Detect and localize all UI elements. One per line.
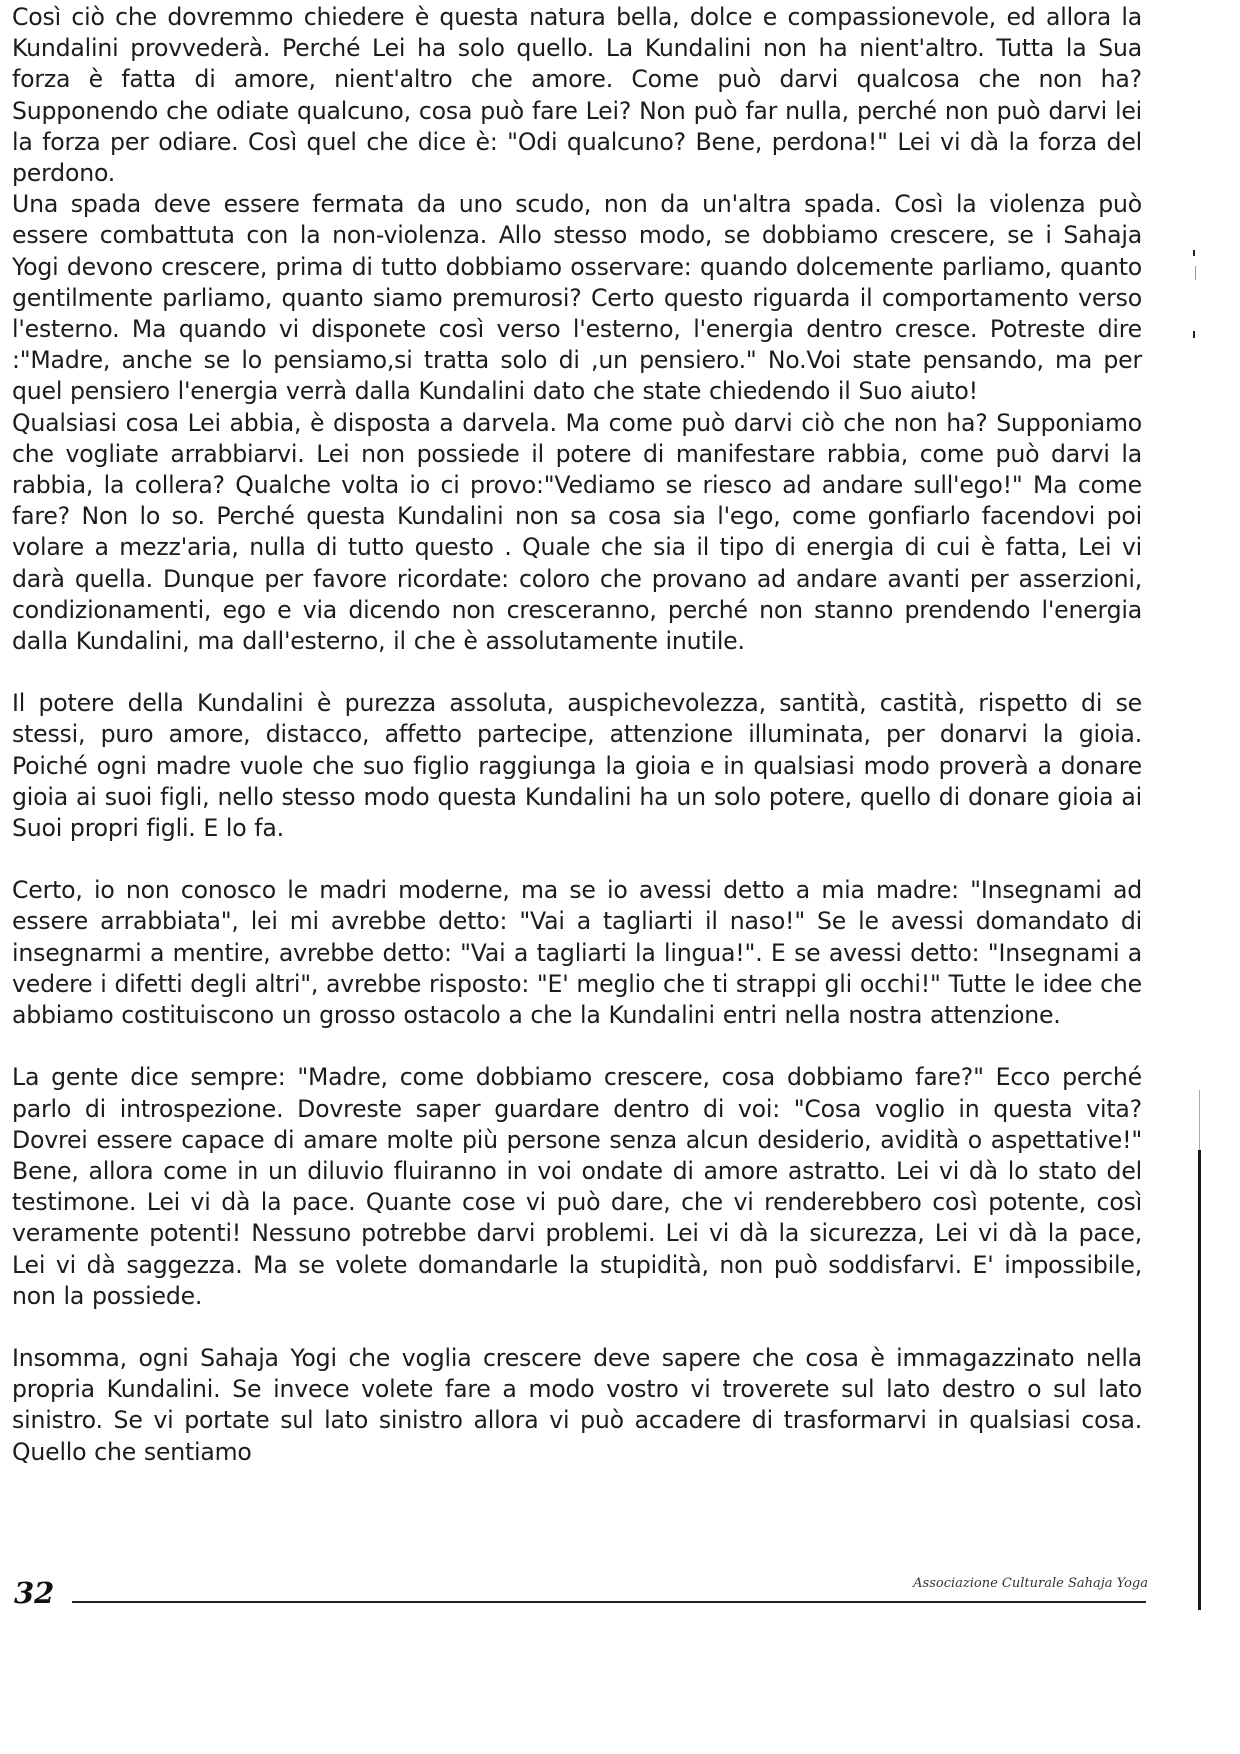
page-number: 32 — [14, 1576, 55, 1610]
footer-publisher: Associazione Culturale Sahaja Yoga — [913, 1576, 1148, 1591]
scan-artifact-line — [1198, 1150, 1201, 1610]
paragraph-7: Insomma, ogni Sahaja Yogi che voglia crescere deve sapere che cosa è immagazzinato nella propria Kundalini. Se invece volete fare a modo vostro vi troverete sul lato destro o sul lato sinistro. Se vi portate sul lato sinistro allora vi può accadere di trasformarvi in qualsiasi cosa. Quello che sentiamo — [12, 1343, 1142, 1466]
footer-rule — [72, 1601, 1146, 1603]
scan-artifact-mark — [1195, 266, 1196, 280]
paragraph-5: Certo, io non conosco le madri moderne, ma se io avessi detto a mia madre: "Insegnami ad essere arrabbiata", lei mi avrebbe detto: "Vai a tagliarti il naso!" Se le avessi domandato di insegnarmi a mentire, avrebbe detto: "Vai a tagliarti la lingua!". E se avessi detto: "Insegnami a vedere i difetti degli altri", avrebbe risposto: "E' meglio che ti strappi gli occhi!" Tutte le idee che abbiamo costituiscono un grosso ostacolo a che la Kundalini entri nella nostra attenzione. — [12, 876, 1142, 1030]
paragraph-4: Il potere della Kundalini è purezza assoluta, auspichevolezza, santità, castità, rispetto di se stessi, puro amore, distacco, affetto partecipe, attenzione illuminata, per donarvi la gioia. Poiché ogni madre vuole che suo figlio raggiunga la gioia e in qualsiasi modo proverà a donare gioia ai suoi figli, nello stesso modo questa Kundalini ha un solo potere, quello di donare gioia ai Suoi propri figli. E lo fa. — [12, 689, 1142, 843]
scan-artifact-mark — [1193, 331, 1195, 338]
paragraph-1: Così ciò che dovremmo chiedere è questa natura bella, dolce e compassionevole, ed allora la Kundalini provvederà. Perché Lei ha solo quello. La Kundalini non ha nient'altro. Tutta la Sua forza è fatta di amore, nient'altro che amore. Come può darvi qualcosa che non ha? Supponendo che odiate qualcuno, cosa può fare Lei? Non può far nulla, perché non può darvi lei la forza per odiare. Così quel che dice è: "Odi qualcuno? Bene, perdona!" Lei vi dà la forza del perdono. — [12, 3, 1142, 188]
body-text — [12, 2, 1142, 1468]
paragraph-3: Qualsiasi cosa Lei abbia, è disposta a darvela. Ma come può darvi ciò che non ha? Supponiamo che vogliate arrabbiarvi. Lei non possiede il potere di manifestare rabbia, come può darvi la rabbia, la collera? Qualche volta io ci provo:"Vediamo se riesco ad andare sull'ego!" Ma come fare? Non lo so. Perché questa Kundalini non sa cosa sia l'ego, come gonfiarlo facendovi poi volare a mezz'aria, nulla di tutto questo . Quale che sia il tipo di energia di cui è fatta, Lei vi darà quella. Dunque per favore ricordate: coloro che provano ad andare avanti per asserzioni, condizionamenti, ego e via dicendo non cresceranno, perché non stanno prendendo l'energia dalla Kundalini, ma dall'esterno, il che è assolutamente inutile. — [12, 408, 1142, 656]
scan-artifact-mark — [1193, 250, 1195, 256]
paragraph-6: La gente dice sempre: "Madre, come dobbiamo crescere, cosa dobbiamo fare?" Ecco perché parlo di introspezione. Dovreste saper guardare dentro di voi: "Cosa voglio in questa vita? Dovrei essere capace di amare molte più persone senza alcun desiderio, avidità o aspettative!" Bene, allora come in un diluvio fluiranno in voi ondate di amore astratto. Lei vi dà lo stato del testimone. Lei vi dà la pace. Quante cose vi può dare, che vi renderebbero così potente, così veramente potenti! Nessuno potrebbe darvi problemi. Lei vi dà la sicurezza, Lei vi dà la pace, Lei vi dà saggezza. Ma se volete domandarle la stupidità, non può soddisfarvi. E' impossibile, non la possiede. — [12, 1063, 1142, 1310]
paragraph-2: Una spada deve essere fermata da uno scudo, non da un'altra spada. Così la violenza può essere combattuta con la non-violenza. Allo stesso modo, se dobbiamo crescere, se i Sahaja Yogi devono crescere, prima di tutto dobbiamo osservare: quando dolcemente parliamo, quanto gentilmente parliamo, quanto siamo premurosi? Certo questo riguarda il comportamento verso l'esterno. Ma quando vi disponete così verso l'esterno, l'energia dentro cresce. Potreste dire :"Madre, anche se lo pensiamo,si tratta solo di ,un pensiero." No.Voi state pensando, ma per quel pensiero l'energia verrà dalla Kundalini dato che state chiedendo il Suo aiuto! — [12, 190, 1142, 406]
